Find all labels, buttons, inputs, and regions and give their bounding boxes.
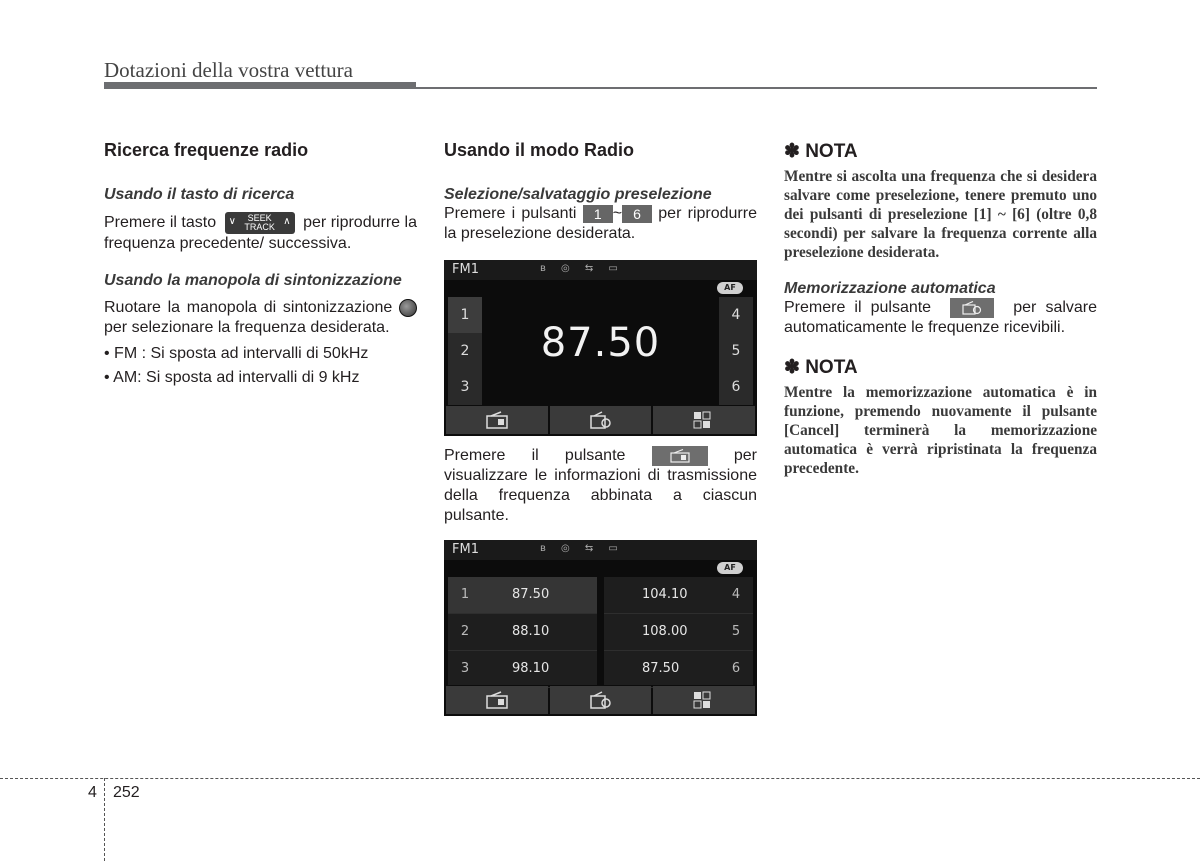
preset-button[interactable]: 2 <box>460 343 470 359</box>
footer-divider <box>104 778 105 861</box>
preset-row[interactable]: 3 98.10 <box>448 651 597 688</box>
af-badge: AF <box>717 562 743 574</box>
preset-button[interactable]: 3 <box>460 379 470 395</box>
chevron-down-icon: ∨ <box>228 216 236 227</box>
column-3 <box>784 140 1097 478</box>
grid-menu-icon <box>693 411 711 429</box>
status-bar <box>444 540 757 560</box>
menu-button[interactable] <box>653 686 755 714</box>
preset-1-button-icon: 1 <box>583 205 613 223</box>
column-2-info <box>444 446 757 526</box>
radio-screen-preset-list <box>444 540 757 716</box>
nota-title: ✽ NOTA <box>784 141 858 162</box>
subheading-seek: Usando il tasto di ricerca <box>104 186 295 203</box>
nota-text: Mentre si ascolta una frequenza che si desidera salvare come preselezione, tenere premuto uno dei pulsanti di preselezione [1] ~ [6] (oltre 0,8 secondi) per salvare la frequenza corrente alla preselezione desiderata. <box>784 168 1097 261</box>
section-number: 4 <box>88 784 97 801</box>
preset-button[interactable]: 1 <box>448 297 482 333</box>
preset-button[interactable]: 4 <box>731 307 741 323</box>
header-rule-thick <box>104 82 416 89</box>
bottom-tab-bar <box>446 406 755 434</box>
autostore-button[interactable] <box>550 406 652 434</box>
radio-info-icon <box>486 691 508 709</box>
current-frequency: 87.50 <box>540 320 661 366</box>
paragraph-autostore: Premere il pulsante per salvare automaticamente le frequenze ricevibili. <box>784 299 1098 337</box>
preset-button[interactable]: 5 <box>731 343 741 359</box>
status-icons: ʙ ◎ ⇆ ▭ <box>540 543 624 554</box>
paragraph-seek: Premere il tasto ∨ SEEK TRACK ∧ per riprodurre la frequenza precedente/ successiva. <box>104 213 417 252</box>
paragraph-knob: Ruotare la manopola di sintonizzazione per selezionare la frequenza desiderata. <box>104 298 417 338</box>
section-heading: Usando il modo Radio <box>444 140 635 160</box>
column-1 <box>104 140 417 390</box>
preset-list-right <box>604 577 753 685</box>
paragraph-preset: Premere i pulsanti 1 ~ 6 per riprodurre la preselezione desiderata. <box>444 205 757 242</box>
band-label: FM1 <box>452 542 479 557</box>
preset-list-left <box>448 577 597 685</box>
header-rule-thin <box>416 87 1097 89</box>
radio-info-icon <box>486 411 508 429</box>
band-label: FM1 <box>452 262 479 277</box>
preset-row[interactable]: 108.00 5 <box>604 614 753 651</box>
footer-rule <box>0 778 1200 779</box>
column-2 <box>444 140 757 244</box>
page-header-title: Dotazioni della vostra vettura <box>104 58 353 82</box>
af-badge: AF <box>717 282 743 294</box>
preset-row[interactable]: 87.50 6 <box>604 651 753 688</box>
info-button-icon <box>652 446 708 466</box>
seek-track-button-icon: ∨ SEEK TRACK ∧ <box>225 212 295 234</box>
preset-button[interactable]: 6 <box>731 379 741 395</box>
subheading-preset: Selezione/salvataggio preselezione <box>444 186 712 203</box>
info-button[interactable] <box>446 406 548 434</box>
preset-row[interactable]: 2 88.10 <box>448 614 597 651</box>
autostore-button[interactable] <box>550 686 652 714</box>
subheading-knob: Usando la manopola di sintonizzazione <box>104 272 402 289</box>
preset-row[interactable]: 104.10 4 <box>604 577 753 614</box>
radio-autostore-icon <box>590 411 612 429</box>
info-button[interactable] <box>446 686 548 714</box>
chevron-up-icon: ∧ <box>283 216 291 227</box>
menu-button[interactable] <box>653 406 755 434</box>
tuning-knob-icon <box>399 299 417 317</box>
nota-text: Mentre la memorizzazione automatica è in funzione, premendo nuovamente il pulsante [Cancel] terminerà la memorizzazione automatica è verrà ripristinata la frequenza precedente. <box>784 384 1097 478</box>
subheading-autostore: Memorizzazione automatica <box>784 280 996 297</box>
radio-screen-main <box>444 260 757 436</box>
autostore-button-icon <box>950 298 994 318</box>
section-heading: Ricerca frequenze radio <box>104 140 309 160</box>
grid-menu-icon <box>693 691 711 709</box>
preset-row[interactable]: 1 87.50 <box>448 577 597 614</box>
status-bar <box>444 260 757 280</box>
list-item: • FM : Si sposta ad intervalli di 50kHz <box>104 345 369 362</box>
page-number: 252 <box>113 784 140 801</box>
bottom-tab-bar <box>446 686 755 714</box>
paragraph-info: Premere il pulsante per visualizzare le informazioni di trasmissione della frequenza abbinata a ciascun pulsante. <box>444 447 757 525</box>
nota-title: ✽ NOTA <box>784 357 858 379</box>
radio-autostore-icon <box>590 691 612 709</box>
interval-list <box>104 342 417 390</box>
status-icons: ʙ ◎ ⇆ ▭ <box>540 263 624 274</box>
list-item: • AM: Si sposta ad intervalli di 9 kHz <box>104 369 360 386</box>
preset-6-button-icon: 6 <box>622 205 652 223</box>
